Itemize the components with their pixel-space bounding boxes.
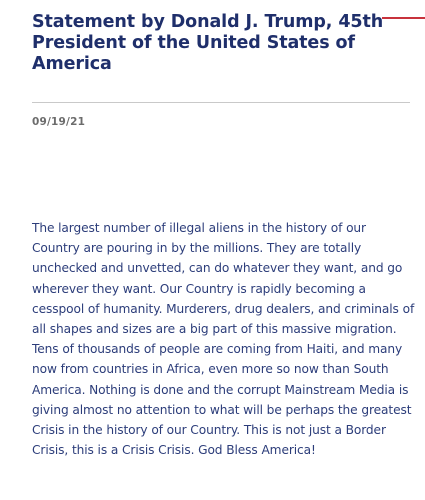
- statement-title: Statement by Donald J. Trump, 45th President of the United States of America: [32, 12, 384, 74]
- statement-date: 09/19/21: [32, 116, 86, 128]
- title-divider: [32, 102, 410, 103]
- statement-body: The largest number of illegal aliens in the history of our Country are pouring in by the millions. They are totally unchecked and unvetted, can do whatever they want, and go wherever they want. Our Country is rapidly becoming a cesspool of humanity. Murderers, drug dealers, and criminals of all shapes and sizes are a big part of this massive migration. Tens of thousands of people are coming from Haiti, and many now from countries in Africa, even more so now than South America. Nothing is done and the corrupt Mainstream Media is giving almost no attention to what will be perhaps the greatest Crisis in the history of our Country. This is not just a Border Crisis, this is a Crisis Crisis. God Bless America!: [32, 221, 415, 458]
